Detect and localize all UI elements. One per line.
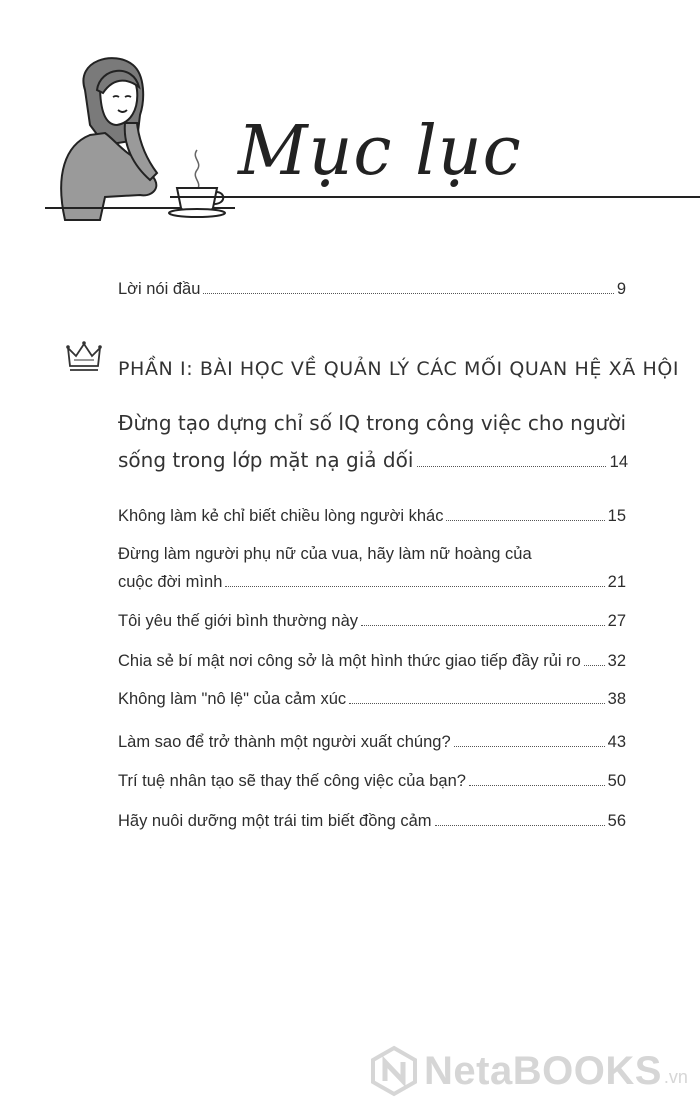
toc-entry-page: 9 [616,280,626,298]
dot-leader [469,785,605,786]
page-title: Mục lục [238,112,522,191]
toc-entry-page: 43 [607,733,626,751]
watermark-suffix: .vn [663,1066,688,1087]
toc-entry-page: 38 [607,690,626,708]
toc-entry-page: 15 [607,507,626,525]
toc-entry-label: Lời nói đầu [118,280,201,298]
toc-entry-label: Tôi yêu thế giới bình thường này [118,612,358,630]
dot-leader [446,520,604,521]
toc-entry-label: Chia sẻ bí mật nơi công sở là một hình thức giao tiếp đầy rủi ro [118,652,581,670]
toc-entry[interactable] [118,573,626,592]
toc-entry-chapter[interactable] [118,448,628,472]
dot-leader [435,825,605,826]
dot-leader [225,586,604,587]
toc-entry-page: 27 [607,612,626,630]
toc-entry-label: Làm sao để trở thành một người xuất chúng? [118,733,451,751]
toc-entry-label: Trí tuệ nhân tạo sẽ thay thế công việc của bạn? [118,772,466,790]
crown-icon [64,336,104,376]
dot-leader [417,466,605,467]
toc-entry[interactable] [118,652,626,671]
part-title: PHẦN I: BÀI HỌC VỀ QUẢN LÝ CÁC MỐI QUAN HỆ XÃ HỘI [118,358,680,380]
toc-entry[interactable] [118,690,626,709]
toc-entry-label: Không làm kẻ chỉ biết chiều lòng người khác [118,507,444,525]
toc-entry[interactable] [118,507,626,526]
toc-entry-label: cuộc đời mình [118,573,223,591]
toc-entry[interactable] [118,812,626,831]
toc-entry[interactable] [118,733,626,752]
dot-leader [349,703,604,704]
netabooks-watermark [368,1045,688,1097]
dot-leader [454,746,605,747]
toc-entry-label: Không làm "nô lệ" của cảm xúc [118,690,347,708]
toc-entry[interactable] [118,772,626,791]
toc-entry-preface[interactable] [118,280,626,299]
watermark-text: NetaBOOKS [424,1048,662,1093]
toc-entry-label-line1: Đừng làm người phụ nữ của vua, hãy làm nữ hoàng của [118,545,532,563]
toc-entry-page: 50 [607,772,626,790]
netabooks-logo-icon [368,1045,420,1097]
dot-leader [584,665,605,666]
woman-with-coffee-illustration [45,45,235,225]
toc-entry-page: 56 [607,812,626,830]
toc-entry[interactable] [118,612,626,631]
toc-entry-page: 14 [609,453,628,471]
toc-entry-page: 21 [607,573,626,591]
dot-leader [203,293,613,294]
toc-entry-page: 32 [607,652,626,670]
chapter-title-line1: Đừng tạo dựng chỉ số IQ trong công việc cho người [118,411,626,435]
toc-entry-label: Hãy nuôi dưỡng một trái tim biết đồng cảm [118,812,432,830]
dot-leader [361,625,605,626]
title-underline [170,196,700,198]
chapter-title-line2: sống trong lớp mặt nạ giả dối [118,448,414,472]
